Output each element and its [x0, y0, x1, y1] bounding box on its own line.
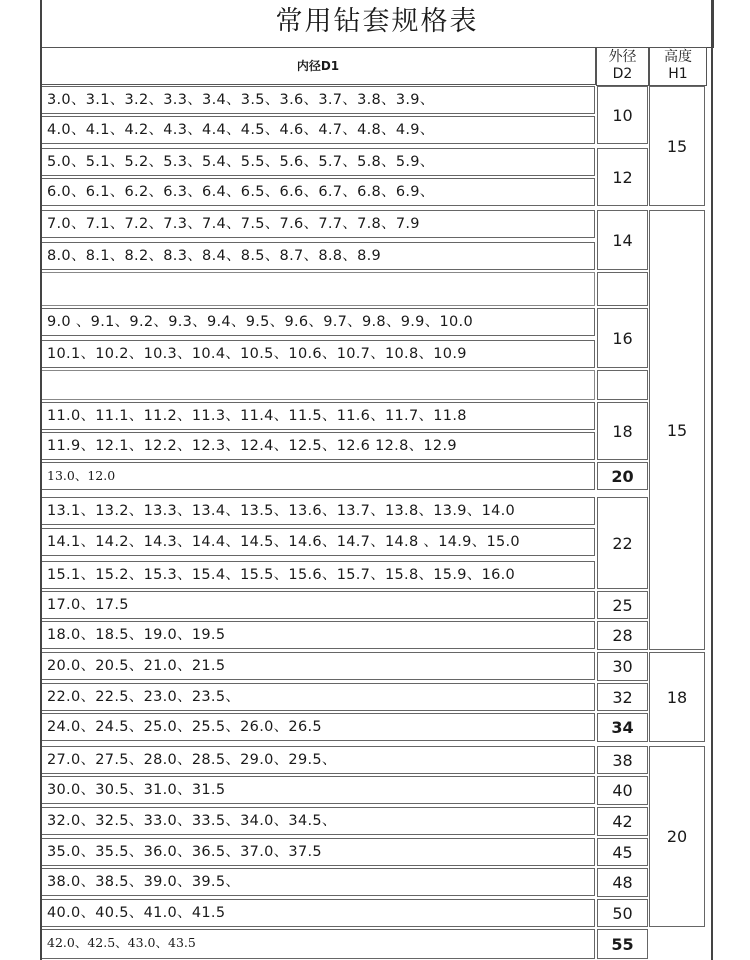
table-row: 20.0、20.5、21.0、21.5 — [40, 652, 595, 680]
h1-cell: 15 — [649, 86, 705, 206]
page-title: 常用钻套规格表 — [40, 0, 714, 48]
d2-cell: 20 — [597, 462, 648, 490]
table-row: 18.0、18.5、19.0、19.5 — [40, 621, 595, 649]
h1-cell: 15 — [649, 210, 705, 650]
table-row: 5.0、5.1、5.2、5.3、5.4、5.5、5.6、5.7、5.8、5.9、 — [40, 148, 595, 176]
table-row: 10.1、10.2、10.3、10.4、10.5、10.6、10.7、10.8、10.9 — [40, 340, 595, 368]
d2-cell-empty — [597, 370, 648, 400]
table-row: 35.0、35.5、36.0、36.5、37.0、37.5 — [40, 838, 595, 866]
d2-cell: 18 — [597, 402, 648, 460]
d2-cell: 42 — [597, 807, 648, 836]
d2-cell: 55 — [597, 929, 648, 959]
table-row-empty — [40, 370, 595, 400]
table-row: 17.0、17.5 — [40, 591, 595, 619]
table-row: 15.1、15.2、15.3、15.4、15.5、15.6、15.7、15.8、15.9、16.0 — [40, 561, 595, 589]
table-row: 30.0、30.5、31.0、31.5 — [40, 776, 595, 804]
d2-cell-empty — [597, 272, 648, 306]
table-row-empty — [40, 272, 595, 306]
d2-cell: 25 — [597, 591, 648, 619]
d2-cell: 14 — [597, 210, 648, 270]
header-height — [649, 47, 707, 86]
table-row: 8.0、8.1、8.2、8.3、8.4、8.5、8.7、8.8、8.9 — [40, 242, 595, 270]
table-row: 3.0、3.1、3.2、3.3、3.4、3.5、3.6、3.7、3.8、3.9、 — [40, 86, 595, 114]
table-border-right — [711, 0, 713, 960]
table-row: 42.0、42.5、43.0、43.5 — [40, 929, 595, 959]
header-outer-diameter — [596, 47, 649, 86]
table-row: 22.0、22.5、23.0、23.5、 — [40, 683, 595, 711]
d2-cell: 10 — [597, 86, 648, 144]
table-row: 11.0、11.1、11.2、11.3、11.4、11.5、11.6、11.7、11.8 — [40, 402, 595, 430]
d2-cell: 38 — [597, 746, 648, 774]
d2-cell: 16 — [597, 308, 648, 368]
d2-cell: 40 — [597, 776, 648, 805]
header-height-label: 高度 — [664, 49, 692, 65]
d2-cell: 30 — [597, 652, 648, 681]
header-height-symbol: H1 — [668, 66, 688, 82]
table-row: 40.0、40.5、41.0、41.5 — [40, 899, 595, 927]
table-row: 4.0、4.1、4.2、4.3、4.4、4.5、4.6、4.7、4.8、4.9、 — [40, 116, 595, 144]
table-border-left — [40, 0, 42, 960]
h1-cell: 20 — [649, 746, 705, 927]
header-inner-diameter: 内径D1 — [40, 47, 596, 85]
d2-cell: 50 — [597, 899, 648, 927]
table-row: 13.1、13.2、13.3、13.4、13.5、13.6、13.7、13.8、13.9、14.0 — [40, 497, 595, 525]
table-row: 11.9、12.1、12.2、12.3、12.4、12.5、12.6 12.8、12.9 — [40, 432, 595, 460]
header-outer-diameter-label: 外径 — [608, 49, 637, 65]
table-row: 27.0、27.5、28.0、28.5、29.0、29.5、 — [40, 746, 595, 774]
table-row: 13.0、12.0 — [40, 462, 595, 490]
d2-cell: 32 — [597, 683, 648, 711]
header-outer-diameter-symbol: D2 — [612, 66, 633, 82]
table-row: 24.0、24.5、25.0、25.5、26.0、26.5 — [40, 713, 595, 741]
h1-cell: 18 — [649, 652, 705, 742]
d2-cell: 28 — [597, 621, 648, 650]
table-row: 14.1、14.2、14.3、14.4、14.5、14.6、14.7、14.8 、14.9、15.0 — [40, 528, 595, 556]
d2-cell: 12 — [597, 148, 648, 206]
d2-cell: 45 — [597, 838, 648, 866]
d2-cell: 48 — [597, 868, 648, 897]
d2-cell: 22 — [597, 497, 648, 589]
table-row: 7.0、7.1、7.2、7.3、7.4、7.5、7.6、7.7、7.8、7.9 — [40, 210, 595, 238]
table-row: 32.0、32.5、33.0、33.5、34.0、34.5、 — [40, 807, 595, 835]
table-row: 9.0 、9.1、9.2、9.3、9.4、9.5、9.6、9.7、9.8、9.9、10.0 — [40, 308, 595, 336]
table-row: 6.0、6.1、6.2、6.3、6.4、6.5、6.6、6.7、6.8、6.9、 — [40, 178, 595, 206]
table-row: 38.0、38.5、39.0、39.5、 — [40, 868, 595, 896]
d2-cell: 34 — [597, 713, 648, 742]
